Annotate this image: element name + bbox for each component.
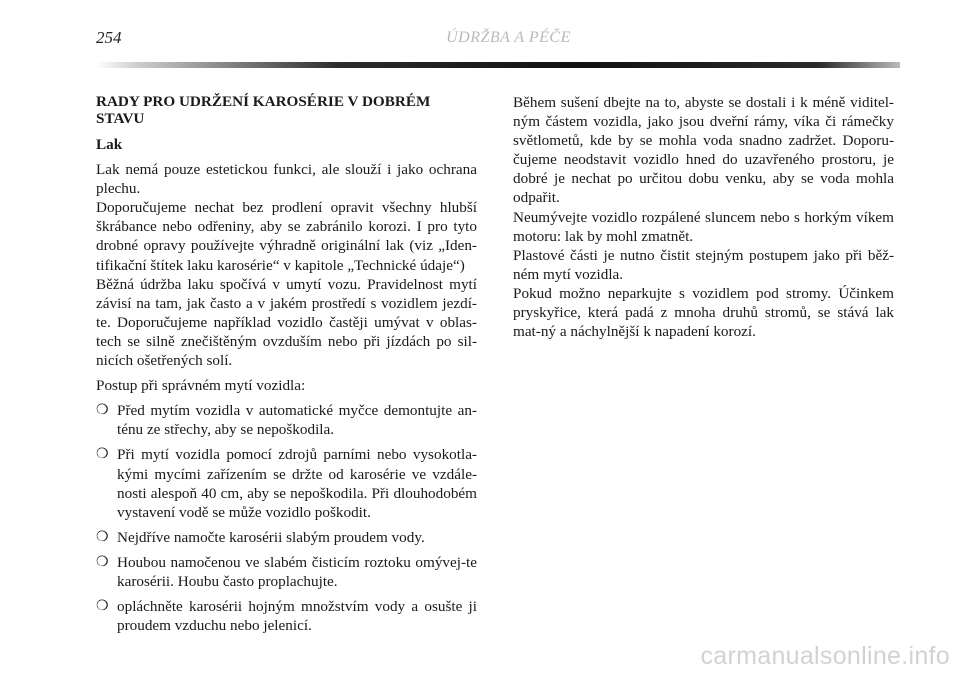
section-title: ÚDRŽBA A PÉČE	[446, 29, 571, 46]
list-item-text: Nejdříve namočte karosérii slabým proudem vody.	[117, 528, 425, 546]
circle-bullet-icon: ❍	[96, 529, 109, 545]
list-item-text: Houbou namočenou ve slabém čisticím roztoku omývej-te karosérii. Houbu často proplachujte.	[117, 553, 477, 590]
circle-bullet-icon: ❍	[96, 447, 109, 463]
page-header	[96, 28, 896, 54]
paragraph: Plastové části je nutno čistit stejným postupem jako při běž-ném mytí vozidla.	[513, 246, 894, 283]
paragraph: Běžná údržba laku spočívá v umytí vozu. Pravidelnost mytí závisí na tam, jak často a v jakém prostředí s vozidlem jezdí-te. Doporučujeme například vozidlo častěji umývat v oblas-tech se silně znečištěným ovzduším nebo při jízdách po sil-nicích ošetřených solí.	[96, 275, 477, 370]
list-item-text: opláchněte karosérii hojným množstvím vody a osušte ji proudem vzduchu nebo jelenicí.	[117, 598, 477, 635]
list-item	[96, 528, 477, 547]
list-item	[96, 445, 477, 521]
circle-bullet-icon: ❍	[96, 403, 109, 419]
paragraph: Lak nemá pouze estetickou funkci, ale slouží i jako ochrana plechu.	[96, 161, 477, 198]
paragraph: Během sušení dbejte na to, abyste se dostali i k méně viditel-ným částem vozidla, jako jsou dveřní rámy, víka či rámečky světlometů, kde by se mohla voda snadno zadržet. Doporu-čujeme neodstavit vozidlo hned do uzavřeného prostoru, je dobré je nechat po určitou dobu venku, aby se voda mohla odpařit.	[513, 94, 894, 207]
list-item-text: Při mytí vozidla pomocí zdrojů parními nebo vysokotla-kými mycími zařízením se držte od karosérie ve vzdále-nosti alespoň 40 cm, aby se nepoškodila. Při dlouhodobém vystavení vodě se může vozidlo poškodit.	[117, 446, 477, 521]
washing-steps-list	[96, 401, 477, 635]
list-intro: Postup při správném mytí vozidla:	[96, 377, 306, 395]
left-column	[96, 93, 477, 641]
paragraph: Pokud možno neparkujte s vozidlem pod stromy. Účinkem pryskyřice, která padá z mnoha druhů stromů, se stává lak mat-ný a náchylnější k napadení korozí.	[513, 284, 894, 341]
watermark: carmanualsonline.info	[700, 642, 950, 670]
paragraph: Doporučujeme nechat bez prodlení opravit všechny hlubší škrábance nebo odřeniny, aby se zabránilo korozi. I pro tyto drobné opravy používejte výhradně originální lak (viz „Iden-tifikační štítek laku karosérie“ v kapitole „Technické údaje“)	[96, 199, 477, 274]
list-item	[96, 597, 477, 635]
paragraph: Neumývejte vozidlo rozpálené sluncem nebo s horkým víkem motoru: lak by mohl zmatnět.	[513, 208, 894, 245]
list-item	[96, 401, 477, 439]
page-number: 254	[96, 28, 122, 47]
header-rule	[96, 62, 900, 68]
list-item-text: Před mytím vozidla v automatické myčce demontujte an-ténu ze střechy, aby se nepoškodila.	[117, 402, 477, 439]
right-column	[513, 93, 894, 341]
section-heading: RADY PRO UDRŽENÍ KAROSÉRIE V DOBRÉM STAVU	[96, 93, 431, 127]
subheading-lak: Lak	[96, 136, 123, 153]
circle-bullet-icon: ❍	[96, 599, 109, 615]
circle-bullet-icon: ❍	[96, 554, 109, 570]
list-item	[96, 553, 477, 591]
